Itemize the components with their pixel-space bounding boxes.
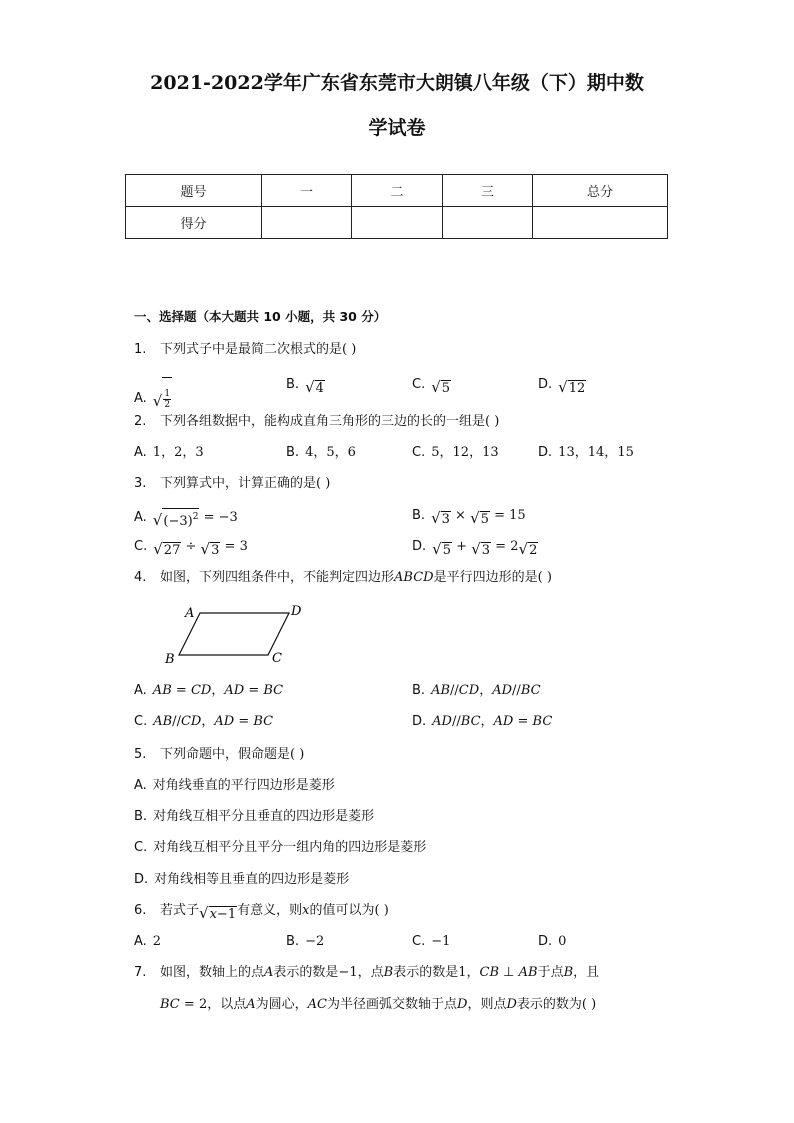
score-input-cell[interactable]	[262, 207, 352, 239]
score-header-cell: 三	[443, 175, 533, 207]
option-text: 对角线垂直的平行四边形是菱形	[152, 778, 335, 793]
option-label: A.	[134, 391, 147, 406]
option-text: 对角线相等且垂直的四边形是菱形	[154, 872, 350, 887]
question-number: 7.	[134, 965, 147, 980]
parallelogram-abcd	[179, 613, 289, 655]
option-label: C.	[134, 539, 148, 554]
question-stem: 下列式子中是最简二次根式的是( )	[160, 342, 357, 357]
option-label: B.	[134, 809, 148, 824]
question-number: 2.	[134, 414, 147, 429]
option-a[interactable]	[134, 934, 161, 950]
option-text: 1，2，3	[152, 445, 204, 460]
option-b[interactable]	[412, 508, 526, 527]
option-c[interactable]	[134, 714, 273, 730]
option-a[interactable]	[134, 778, 335, 794]
option-label: D.	[538, 934, 553, 949]
option-b[interactable]	[286, 934, 324, 950]
option-d[interactable]	[412, 714, 552, 730]
option-label: A.	[134, 445, 147, 460]
option-d[interactable]	[538, 934, 566, 950]
question-number: 1.	[134, 342, 147, 357]
option-label: A.	[134, 683, 147, 698]
option-c[interactable]	[412, 934, 450, 950]
option-text: AB//CD，AD = BC	[153, 714, 274, 729]
option-c[interactable]	[134, 539, 248, 558]
parallelogram-figure	[155, 598, 325, 670]
option-label: A.	[134, 934, 147, 949]
vertex-label-b: B	[165, 652, 175, 667]
option-label: C.	[134, 840, 148, 855]
option-text: √ 5 + √ 3 = 2 √ 2	[432, 539, 538, 558]
option-label: B.	[286, 377, 300, 392]
option-text: −1	[431, 934, 451, 949]
question-number: 3.	[134, 476, 147, 491]
option-text: AD//BC，AD = BC	[432, 714, 553, 729]
option-text: 对角线互相平分且平分一组内角的四边形是菱形	[153, 840, 427, 855]
option-text: √ $\frac{1}{2}$	[153, 391, 172, 406]
option-b[interactable]	[286, 445, 356, 461]
option-label: B.	[412, 683, 426, 698]
question-number: 6.	[134, 903, 147, 918]
option-text: √ 3 × √ 5 = 15	[431, 508, 526, 527]
option-label: C.	[412, 377, 426, 392]
score-input-cell[interactable]	[352, 207, 443, 239]
exam-title-line-2: 学试卷	[368, 117, 426, 139]
question-stem: 下列各组数据中，能构成直角三角形的三边的长的一组是( )	[160, 414, 500, 429]
option-label: D.	[412, 714, 427, 729]
option-d[interactable]	[538, 377, 586, 396]
option-b[interactable]	[134, 809, 374, 825]
option-label: A.	[134, 778, 147, 793]
option-text: AB = CD，AD = BC	[152, 683, 284, 698]
score-header-cell: 题号	[126, 175, 262, 207]
option-text: √ 12	[558, 378, 586, 396]
question-stem: 若式子 √ x−1 有意义，则x的值可以为( )	[160, 903, 389, 922]
option-b[interactable]	[286, 377, 325, 396]
exam-title-line-1: 2021-2022学年广东省东莞市大朗镇八年级（下）期中数	[150, 72, 644, 94]
option-text: AB//CD，AD//BC	[431, 683, 541, 698]
option-a[interactable]	[134, 377, 172, 410]
option-text: √ 27 ÷ √ 3 = 3	[153, 539, 248, 558]
score-table	[125, 174, 668, 239]
option-d[interactable]	[412, 539, 538, 558]
option-text: 2	[152, 934, 162, 949]
option-text: √ 5	[431, 378, 451, 396]
vertex-label-c: C	[272, 651, 282, 666]
option-a[interactable]	[134, 508, 238, 529]
option-text: 4，5，6	[305, 445, 356, 460]
option-text: √ 4	[305, 378, 324, 396]
option-label: C.	[134, 714, 148, 729]
option-c[interactable]	[412, 377, 451, 396]
option-label: B.	[286, 934, 300, 949]
question-stem: 下列命题中，假命题是( )	[160, 747, 305, 762]
question-number: 4.	[134, 570, 147, 585]
option-a[interactable]	[134, 683, 283, 699]
vertex-label-a: A	[185, 606, 195, 621]
score-row-label: 得分	[126, 207, 262, 239]
section-heading: 一、选择题（本大题共 10 小题，共 30 分）	[134, 309, 387, 324]
option-label: D.	[412, 539, 427, 554]
option-label: D.	[134, 872, 149, 887]
question-stem-line-2: BC = 2，以点A为圆心，AC为半径画弧交数轴于点D，则点D表示的数为( )	[160, 997, 597, 1012]
score-header-cell: 二	[352, 175, 443, 207]
option-label: D.	[538, 445, 553, 460]
vertex-label-d: D	[291, 604, 302, 619]
score-header-cell: 一	[262, 175, 352, 207]
score-input-cell[interactable]	[533, 207, 668, 239]
option-b[interactable]	[412, 683, 541, 699]
score-table-score-row	[126, 207, 668, 239]
option-label: B.	[286, 445, 300, 460]
question-stem: 如图，下列四组条件中，不能判定四边形ABCD是平行四边形的是( )	[160, 570, 552, 585]
option-text: 5，12，13	[431, 445, 499, 460]
option-c[interactable]	[134, 840, 426, 856]
score-input-cell[interactable]	[443, 207, 533, 239]
question-number: 5.	[134, 747, 147, 762]
option-label: D.	[538, 377, 553, 392]
question-stem: 下列算式中，计算正确的是( )	[160, 476, 331, 491]
option-text: 13，14，15	[558, 445, 634, 460]
option-label: C.	[412, 934, 426, 949]
option-a[interactable]	[134, 445, 204, 461]
score-header-cell: 总分	[533, 175, 668, 207]
option-c[interactable]	[412, 445, 499, 461]
option-d[interactable]	[538, 445, 634, 461]
option-label: C.	[412, 445, 426, 460]
option-text: 对角线互相平分且垂直的四边形是菱形	[153, 809, 375, 824]
option-label: B.	[412, 508, 426, 523]
option-d[interactable]	[134, 872, 349, 888]
option-text: −2	[305, 934, 325, 949]
option-text: 0	[558, 934, 567, 949]
option-text: √ $(-3)^2$ = −3	[152, 510, 238, 529]
question-stem-line-1: 如图，数轴上的点A表示的数是−1，点B表示的数是1，CB ⊥ AB于点B，且	[160, 965, 600, 980]
score-table-header-row	[126, 175, 668, 207]
option-label: A.	[134, 510, 147, 525]
